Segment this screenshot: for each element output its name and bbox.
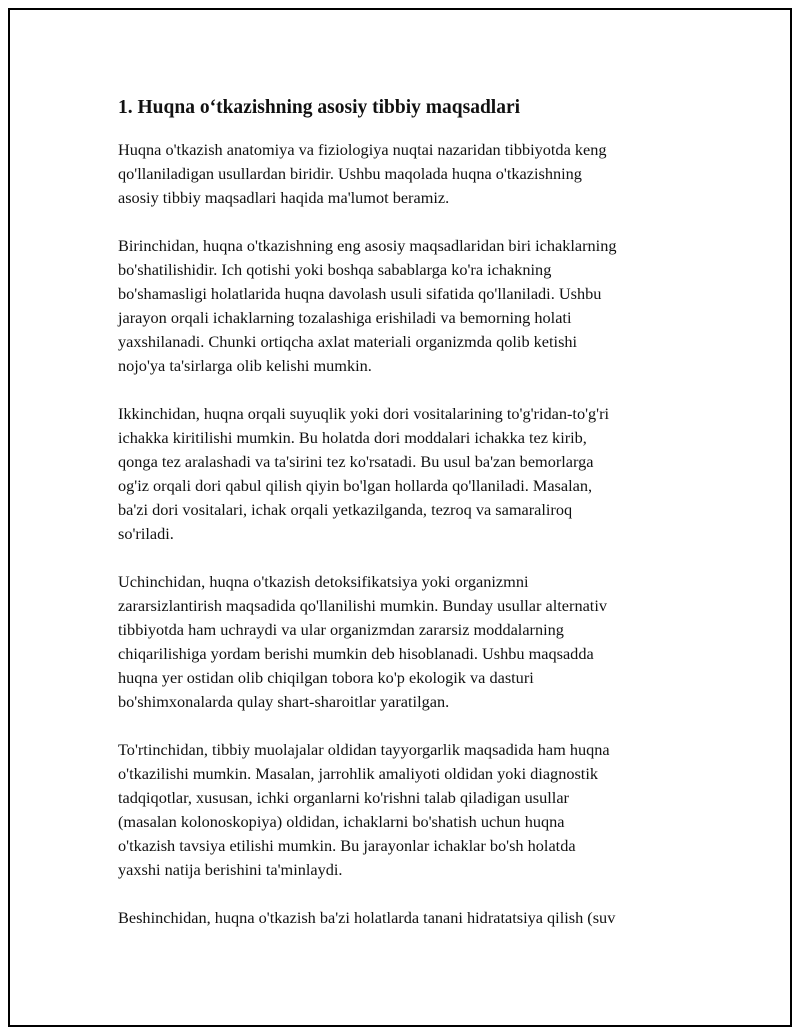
paragraph-third-purpose: Uchinchidan, huqna o'tkazish detoksifikatsiya yoki organizmni zararsizlantirish maqsadida qo'llanilishi mumkin. Bunday usullar alternativ tibbiyotda ham uchraydi va ular organizmdan zararsiz moddalarning chiqarilishiga yordam berishi mumkin deb hisoblanadi. Ushbu maqsadda huqna yer ostidan olib chiqilgan tobora ko'p ekologik va dasturi bo'shimxonalarda qulay shart-sharoitlar yaratilgan. <box>118 572 607 711</box>
paragraph-intro: Huqna o'tkazish anatomiya va fiziologiya nuqtai nazaridan tibbiyotda keng qo'llaniladigan usullardan biridir. Ushbu maqolada huqna o'tkazishning asosiy tibbiy maqsadlari haqida ma'lumot beramiz. <box>118 140 607 207</box>
paragraph-second-purpose: Ikkinchidan, huqna orqali suyuqlik yoki dori vositalarining to'g'ridan-to'g'ri ichakka kiritilishi mumkin. Bu holatda dori moddalari ichakka tez kirib, qonga tez aralashadi va ta'sirini tez ko'rsatadi. Bu usul ba'zan bemorlarga og'iz orqali dori qabul qilish qiyin bo'lgan hollarda qo'llaniladi. Masalan, ba'zi dori vositalari, ichak orqali yetkazilganda, tezroq va samaraliroq so'riladi. <box>118 404 610 543</box>
document-body <box>118 94 688 930</box>
paragraph-fourth-purpose: To'rtinchidan, tibbiy muolajalar oldidan tayyorgarlik maqsadida ham huqna o'tkazilishi mumkin. Masalan, jarrohlik amaliyoti oldidan yoki diagnostik tadqiqotlar, xususan, ichki organlarni ko'rishni talab qiladigan usullar (masalan kolonoskopiya) oldidan, ichaklarni bo'shatish uchun huqna o'tkazish tavsiya etilishi mumkin. Bu jarayonlar ichaklar bo'sh holatda yaxshi natija berishini ta'minlaydi. <box>118 740 610 879</box>
paragraph-fifth-purpose: Beshinchidan, huqna o'tkazish ba'zi holatlarda tanani hidratatsiya qilish (suv <box>118 908 616 927</box>
paragraph-first-purpose: Birinchidan, huqna o'tkazishning eng asosiy maqsadlaridan biri ichaklarning bo'shatilishidir. Ich qotishi yoki boshqa sabablarga ko'ra ichakning bo'shamasligi holatlarida huqna davolash usuli sifatida qo'llaniladi. Ushbu jarayon orqali ichaklarning tozalashiga erishiladi va bemorning holati yaxshilanadi. Chunki ortiqcha axlat materiali organizmda qolib ketishi nojo'ya ta'sirlarga olib kelishi mumkin. <box>118 236 617 375</box>
document-page <box>8 8 792 1027</box>
section-heading: 1. Huqna o‘tkazishning asosiy tibbiy maqsadlari <box>118 97 521 118</box>
